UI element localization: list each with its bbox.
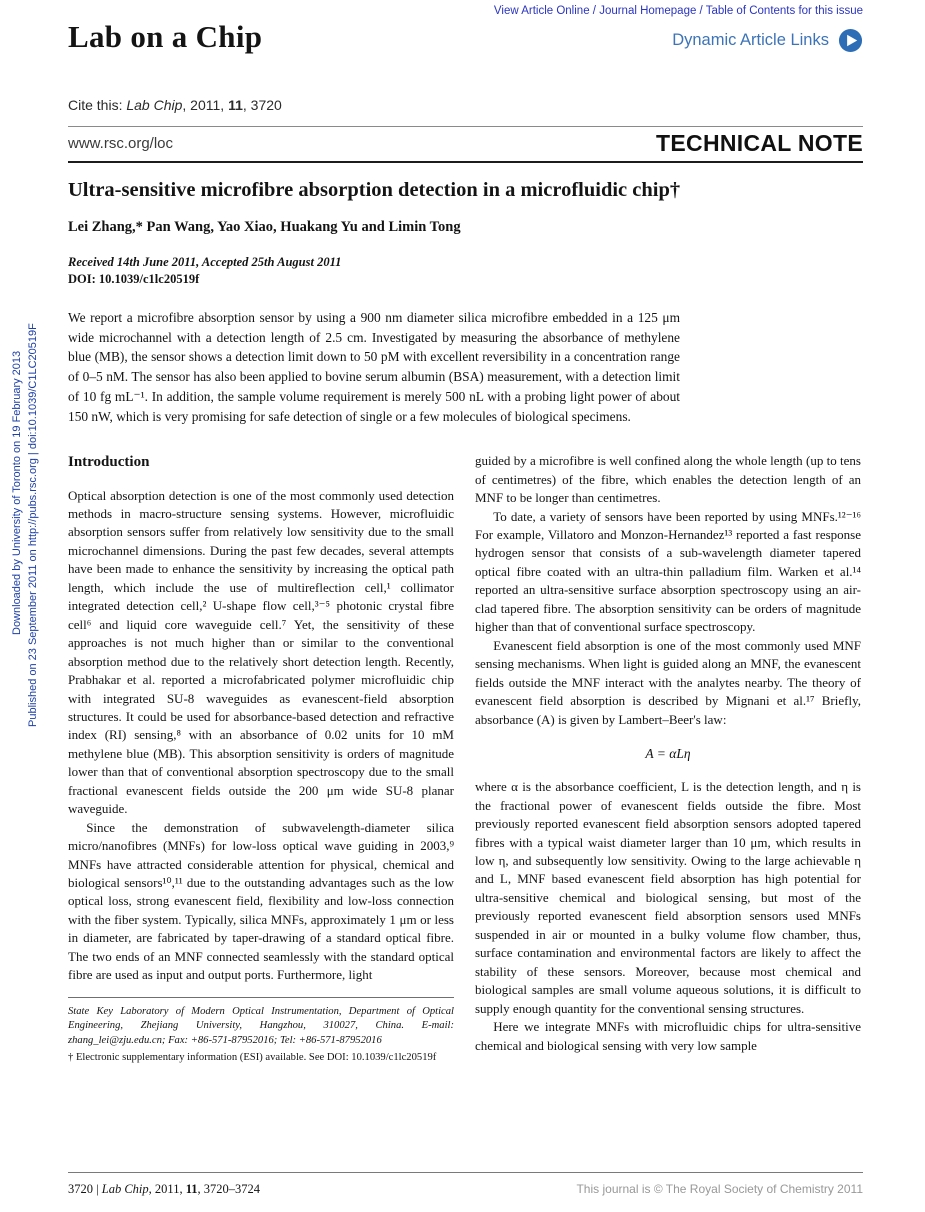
- esi-footnote: † Electronic supplementary information (ESI) available. See DOI: 10.1039/c1lc20519f: [68, 1051, 437, 1063]
- journal-url-link[interactable]: www.rsc.org/loc: [68, 135, 174, 152]
- dynamic-article-links-label[interactable]: Dynamic Article Links: [672, 31, 829, 49]
- journal-title: Lab on a Chip: [68, 19, 263, 54]
- abstract-text: We report a microfibre absorption sensor by using a 900 nm diameter silica microfibre embedded in a 125 μm wide microchannel with a detection length of 2.5 cm. Investigated by measuring the absorbance of methylene blue (MB), the sensor shows a detection limit down to 50 pM with excellent reversibility in a concentration range of 0–5 nM. The sensor has also been applied to bovine serum albumin (BSA) measurement, with a detection limit of 10 fg mL⁻¹. In addition, the sample volume requirement is merely 500 nL with a probing light power of about 150 nW, which is very promising for safe detection of single or a few molecules of biological specimens.: [68, 310, 680, 424]
- cite-pages: , 3720: [242, 97, 282, 113]
- body-paragraph: To date, a variety of sensors have been reported by using MNFs.¹²⁻¹⁶ For example, Villatoro and Monzon-Hernandez¹³ reported a fast response hydrogen sensor that consists of a sub-wavelength diameter tapered optical fibre coated with an ultra-thin palladium film. Warken et al.¹⁴ reported an ultra-sensitive surface absorption spectroscopy using an air-clad tapered fibre. The absorption sensitivity can be orders of magnitude higher than that of conventional surface spectroscopy.: [475, 508, 861, 635]
- article-title: Ultra-sensitive microfibre absorption detection in a microfluidic chip†: [68, 179, 681, 201]
- body-paragraph: guided by a microfibre is well confined along the whole length (up to tens of centimetres) of the fibre, which enables the detection length of an MNF to be longer than centimetres.: [475, 453, 861, 506]
- body-paragraph: Optical absorption detection is one of the most commonly used detection methods in macro-structure sensing systems. However, microfluidic absorption sensors suffer from relatively low sensitivity due to the small microchannel dimensions. During the past few decades, several attempts have been made to enhance the sensitivity by increasing the optical path length, which include the use of multireflection cell,¹ collimator integrated detection cell,² U-shape flow cell,³⁻⁵ photonic crystal fibre cell⁶ and liquid core waveguide cell.⁷ Yet, the sensitivity of these approaches is not much higher than or similar to the conventional absorption method due to the relatively short detection length. Recently, Prabhakar et al. reported a microfabricated polymer microfluidic chip with integrated SU-8 waveguides as evanescent-field absorption structures. It could be used for absorbance-based detection and refractive index (RI) sensing,⁸ with an absorbance of 0.02 units for 10 mM methylene blue (MB). This absorption sensitivity is orders of magnitude lower than that of conventional absorption spectroscopy due to the small fractional evanescent fields outside the 200 μm wide SU-8 planar waveguide.: [68, 487, 454, 817]
- footer-separator: |: [93, 1182, 102, 1196]
- doi-line: DOI: 10.1039/c1lc20519f: [68, 272, 200, 286]
- section-heading-introduction: Introduction: [68, 454, 150, 471]
- footer-page-number: 3720: [68, 1182, 93, 1196]
- body-paragraph: Evanescent field absorption is one of the most commonly used MNF sensing mechanisms. When light is guided along an MNF, the evanescent fields outside the MNF interact with the analytes nearby. The theory of evanescent field absorption is described by Mignani et al.¹⁷ Briefly, absorbance (A) is given by Lambert–Beer's law:: [475, 637, 861, 727]
- authors-line: Lei Zhang,* Pan Wang, Yao Xiao, Huakang Yu and Limin Tong: [68, 219, 461, 235]
- cite-journal-name: Lab Chip: [126, 97, 183, 113]
- cite-volume: 11: [228, 97, 243, 113]
- page-footer: [68, 1172, 863, 1197]
- footer-year: , 2011,: [148, 1182, 186, 1196]
- link-separator: /: [696, 5, 706, 17]
- body-columns: [68, 452, 863, 1065]
- table-of-contents-link[interactable]: Table of Contents for this issue: [705, 5, 863, 17]
- journal-homepage-link[interactable]: Journal Homepage: [599, 5, 697, 17]
- play-circle-icon[interactable]: [838, 28, 863, 53]
- footer-citation: [68, 1182, 260, 1197]
- received-accepted-line: Received 14th June 2011, Accepted 25th August 2011: [68, 255, 342, 269]
- top-links-row: [68, 5, 863, 17]
- body-paragraph: Here we integrate MNFs with microfluidic chips for ultra-sensitive chemical and biological sensing with very low sample: [475, 1019, 861, 1053]
- header-rule-bottom: [68, 161, 863, 163]
- body-paragraph: where α is the absorbance coefficient, L is the detection length, and η is the fractional power of evanescent fields outside the fibre. Most previously reported evanescent field absorption sensors adopted tapered fibres with a typical waist diameter larger than 10 μm, which results in low η, and subsequently low sensitivity. Owing to the large achievable η and L, MNF based evanescent field absorption has high potential for ultra-sensitive chemical and biological sensing, but most of the previously reported evanescent field absorption sensors used MNFs suspended in air or mounted in a bulky volume flow chamber, thus, surface contamination and environmental factors are likely to affect the stability of these sensors. Moreover, because most chemical and biological samples are small volume aqueous solutions, it is difficult to supply enough quantity for the conventional sensing structures.: [475, 779, 861, 1016]
- lambert-beer-equation: A = αLη: [645, 746, 691, 762]
- affiliation-footnote: State Key Laboratory of Modern Optical Instrumentation, Department of Optical Engineering, Zhejiang University, Hangzhou, 310027, China. E-mail: zhang_lei@zju.edu.cn; Fax: +86-571-87952016; Tel: +86-571-87952016: [68, 1005, 454, 1046]
- footnote-block: [68, 997, 454, 1066]
- view-article-online-link[interactable]: View Article Online: [493, 5, 590, 17]
- masthead: [68, 19, 863, 55]
- dynamic-article-links[interactable]: [672, 28, 863, 53]
- left-column: [68, 452, 454, 1065]
- footer-volume: 11: [185, 1182, 198, 1196]
- footer-journal-name: Lab Chip: [101, 1182, 149, 1196]
- body-paragraph: Since the demonstration of subwavelength-diameter silica micro/nanofibres (MNFs) for low-loss optical wave guiding in 2003,⁹ MNFs have attracted considerable attention for physical, chemical and biological sensors¹⁰,¹¹ due to the outstanding advantages such as the low optical loss, strong evanescent field, flexibility and low-loss connection with the fiber system. Typically, silica MNFs, approximately 1 μm or less in diameter, are fabricated by taper-drawing of a standard optical fibre. The two ends of an MNF connected seamlessly with the standard optical fibre are used as input and output ports. Furthermore, light: [68, 819, 454, 983]
- footer-copyright: This journal is © The Royal Society of Chemistry 2011: [576, 1182, 863, 1196]
- cite-year: , 2011,: [182, 97, 229, 113]
- article-type-label: TECHNICAL NOTE: [656, 130, 863, 156]
- right-column: [475, 452, 861, 1065]
- footer-page-range: , 3720–3724: [197, 1182, 261, 1196]
- download-watermark: [9, 323, 41, 727]
- cite-prefix: Cite this:: [68, 97, 127, 113]
- cite-line: [68, 97, 863, 113]
- watermark-downloaded-line: Downloaded by University of Toronto on 19 February 2013: [11, 350, 23, 635]
- article-type-row: [68, 127, 863, 161]
- page-content: [68, 0, 863, 1065]
- link-separator: /: [589, 5, 600, 17]
- watermark-published-line: Published on 23 September 2011 on http://pubs.rsc.org | doi:10.1039/C1LC20519F: [27, 323, 39, 727]
